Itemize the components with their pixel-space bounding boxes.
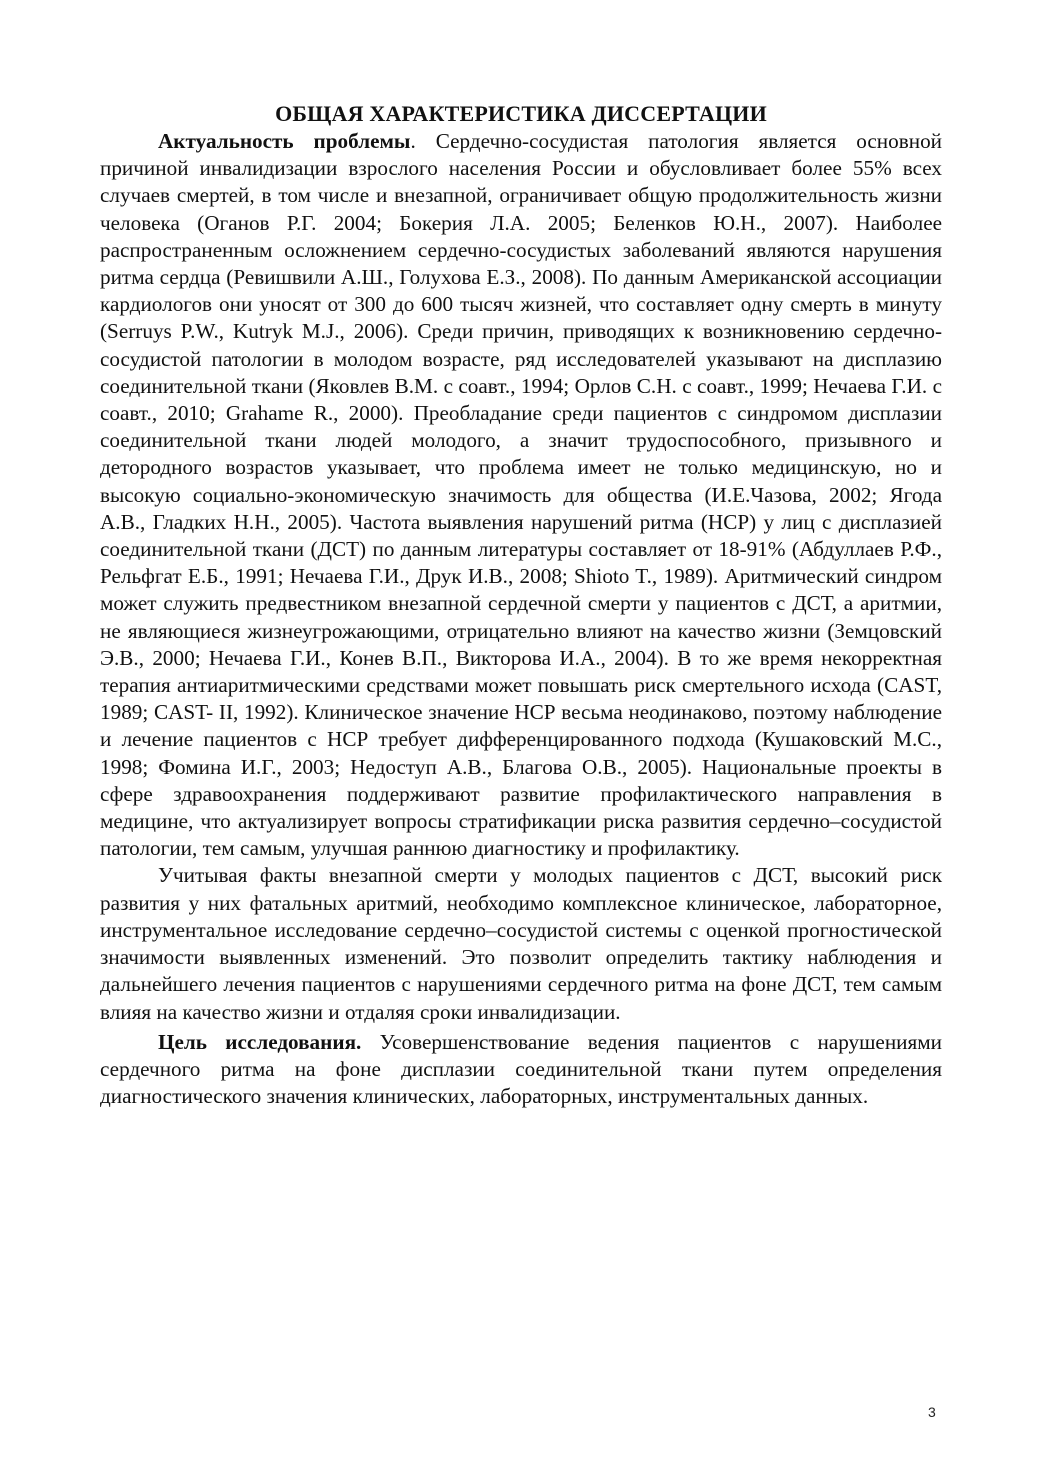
paragraph-text-relevance: . Сердечно-сосудистая патология является основной причиной инвалидизации взрослого населения России и обусловливает более 55% всех случаев смертей, в том числе и внезапной, ограничивает общую продолжительность жизни человека (Оганов Р.Г. 2004; Бокерия Л.А. 2005; Беленков Ю.Н., 2007). Наиболее распространенным осложнением сердечно-сосудистых заболеваний являются нарушения ритма сердца (Ревишвили А.Ш., Голухова Е.З., 2008). По данным Американской ассоциации кардиологов они уносят от 300 до 600 тысяч жизней, что составляет одну смерть в минуту (Serruys P.W., Kutryk M.J., 2006). Среди причин, приводящих к возникновению сердечно-сосудистой патологии в молодом возрасте, ряд исследователей указывают на дисплазию соединительной ткани (Яковлев В.М. с соавт., 1994; Орлов С.Н. с соавт., 1999; Нечаева Г.И. с соавт., 2010; Grahame R., 2000). Преобладание среди пациентов с синдромом дисплазии соединительной ткани людей молодого, а значит трудоспособного, призывного и детородного возрастов указывает, что проблема имеет не только медицинскую, но и высокую социально-экономическую значимость для общества (И.Е.Чазова, 2002; Ягода А.В., Гладких Н.Н., 2005). Частота выявления нарушений ритма (НСР) у лиц с дисплазией соединительной ткани (ДСТ) по данным литературы составляет от 18-91% (Абдуллаев Р.Ф., Рельфгат Е.Б., 1991; Нечаева Г.И., Друк И.В., 2008; Shioto T., 1989). Аритмический синдром может служить предвестником внезапной сердечной смерти у пациентов с ДСТ, а аритмии, не являющиеся жизнеугрожающими, отрицательно влияют на качество жизни (Земцовский Э.В., 2000; Нечаева Г.И., Конев В.П., Викторова И.А., 2004). В то же время некорректная терапия антиаритмическими средствами может повышать риск смертельного исхода (CAST, 1989; CAST- II, 1992). Клиническое значение НСР весьма неодинаково, поэтому наблюдение и лечение пациентов с НСР требует дифференцированного подхода (Кушаковский М.С., 1998; Фомина И.Г., 2003; Недоступ А.В., Благова О.В., 2005). Национальные проекты в сфере здравоохранения поддерживают развитие профилактического направления в медицине, что актуализирует вопросы стратификации риска развития сердечно–сосудистой патологии, тем самым, улучшая раннюю диагностику и профилактику. [100,129,942,861]
paragraph-sudden-death [100,862,942,1025]
paragraph-relevance [100,128,942,862]
paragraph-text-research-goal: Усовершенствование ведения пациентов с нарушениями сердечного ритма на фоне дисплазии соединительной ткани путем определения диагностического значения клинических, лабораторных, инструментальных данных. [100,1029,942,1109]
document-page [100,100,942,1110]
paragraph-research-goal [100,1029,942,1111]
paragraph-text-sudden-death: Учитывая факты внезапной смерти у молодых пациентов с ДСТ, высокий риск развития у них фатальных аритмий, необходимо комплексное клиническое, лабораторное, инструментальное исследование сердечно–сосудистой системы с оценкой прогностической значимости выявленных изменений. Это позволит определить тактику наблюдения и дальнейшего лечения пациентов с нарушениями сердечного ритма на фоне ДСТ, тем самым влияя на качество жизни и отдаляя сроки инвалидизации. [100,863,942,1024]
paragraph-lead-relevance: Актуальность проблемы [158,129,411,153]
paragraph-lead-research-goal: Цель исследования. [158,1029,362,1054]
document-title: ОБЩАЯ ХАРАКТЕРИСТИКА ДИССЕРТАЦИИ [275,101,767,126]
page-number: 3 [928,1404,936,1420]
